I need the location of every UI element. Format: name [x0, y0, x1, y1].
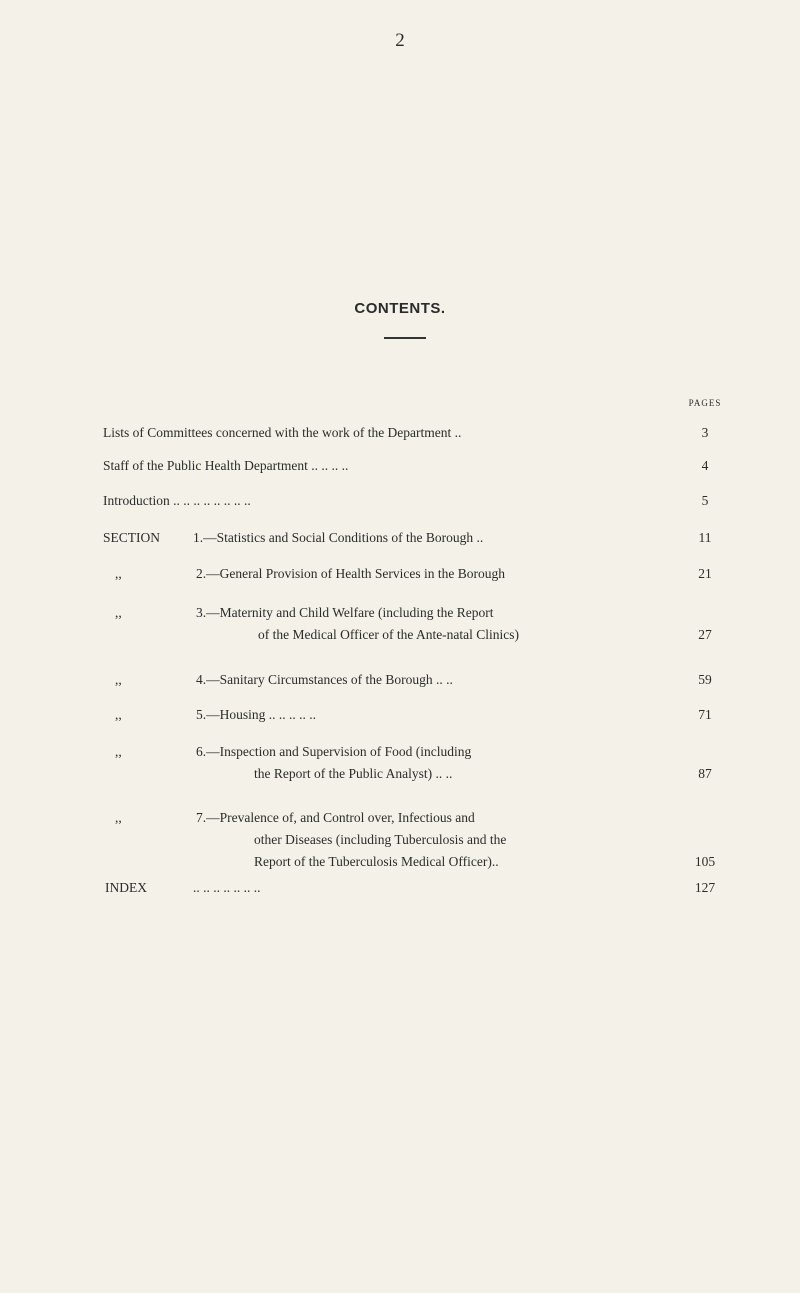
toc-entry-prefix: INDEX	[105, 880, 147, 895]
toc-entry-page: 21	[698, 566, 712, 581]
toc-entry-page: 105	[694, 854, 716, 869]
toc-entry-title: other Diseases (including Tuberculosis and the	[254, 832, 507, 847]
pages-column-header: PAGES	[688, 398, 722, 408]
toc-entry-title: 2.—General Provision of Health Services in the Borough	[196, 566, 505, 581]
toc-entry-title: Lists of Committees concerned with the work of the Department ..	[103, 425, 462, 440]
toc-entry-title: 5.—Housing .. .. .. .. ..	[196, 707, 317, 722]
toc-entry-prefix: ,,	[115, 810, 122, 825]
toc-entry-prefix: ,,	[115, 672, 122, 687]
toc-entry-prefix: ,,	[115, 744, 122, 759]
toc-entry-page: 11	[698, 530, 712, 545]
toc-entry-prefix: ,,	[115, 605, 122, 620]
toc-entry-prefix: ,,	[115, 566, 122, 581]
toc-entry-prefix: SECTION	[103, 530, 160, 545]
toc-entry-title: of the Medical Officer of the Ante-natal Clinics)	[258, 627, 520, 642]
toc-entry-title: 7.—Prevalence of, and Control over, Infectious and	[196, 810, 475, 825]
toc-entry-page: 3	[701, 425, 709, 440]
contents-heading: CONTENTS.	[354, 300, 446, 317]
toc-entry-title: 6.—Inspection and Supervision of Food (including	[196, 744, 472, 759]
page-number: 2	[395, 30, 405, 51]
toc-entry-title: the Report of the Public Analyst) .. ..	[254, 766, 453, 781]
toc-entry-page: 59	[698, 672, 712, 687]
toc-entry-title: Introduction .. .. .. .. .. .. .. ..	[103, 493, 251, 508]
toc-entry-title: 1.—Statistics and Social Conditions of the Borough ..	[193, 530, 484, 545]
toc-entry-page: 127	[694, 880, 716, 895]
toc-entry-title: 4.—Sanitary Circumstances of the Borough .. ..	[196, 672, 453, 687]
toc-entry-page: 87	[698, 766, 712, 781]
toc-entry-prefix: ,,	[115, 707, 122, 722]
toc-entry-page: 27	[698, 627, 712, 642]
toc-entry-title: Report of the Tuberculosis Medical Officer)..	[254, 854, 499, 869]
toc-entry-page: 4	[701, 458, 709, 473]
toc-entry-title: .. .. .. .. .. .. ..	[193, 880, 261, 895]
toc-entry-title: 3.—Maternity and Child Welfare (including the Report	[196, 605, 494, 620]
heading-rule	[384, 337, 426, 339]
toc-entry-page: 5	[701, 493, 709, 508]
toc-entry-title: Staff of the Public Health Department .. .. .. ..	[103, 458, 349, 473]
toc-entry-page: 71	[698, 707, 712, 722]
